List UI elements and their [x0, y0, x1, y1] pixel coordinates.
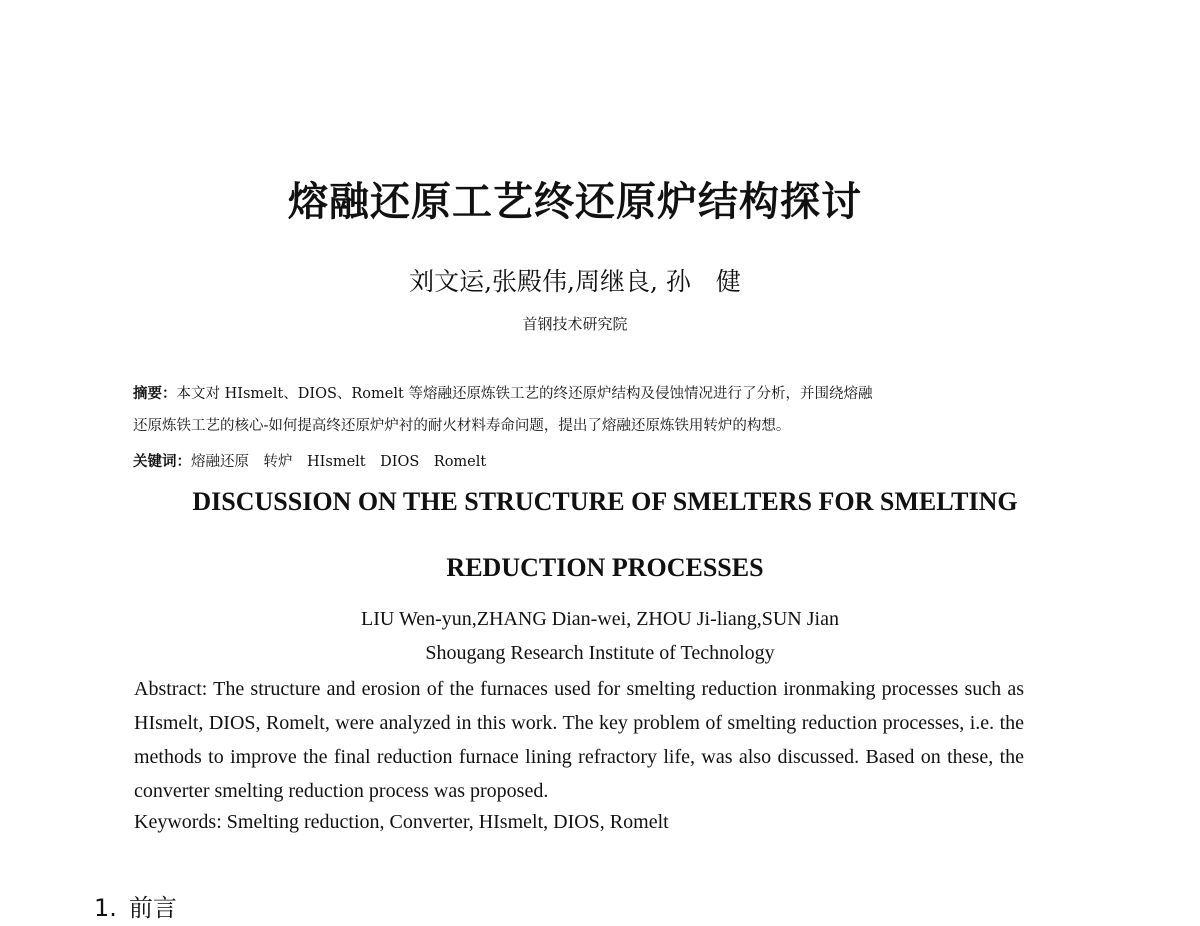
chinese-authors: 刘文运,张殿伟,周继良, 孙 健 [409, 267, 741, 296]
chinese-keywords [133, 450, 1033, 471]
chinese-keywords-text: 熔融还原 转炉 HIsmelt DIOS Romelt [191, 454, 487, 470]
english-abstract: Abstract: The structure and erosion of the furnaces used for smelting reduction ironmaking processes such as HIsmelt, DIOS, Romelt, were analyzed in this work. The key problem of smelting reduction processes, i.e. the methods to improve the final reduction furnace lining refractory life, was also discussed. Based on these, the converter smelting reduction process was proposed. [134, 678, 1024, 802]
english-title-line-1: DISCUSSION ON THE STRUCTURE OF SMELTERS FOR SMELTING [192, 487, 1018, 516]
chinese-keywords-label: 关键词： [133, 453, 191, 470]
section-number: 1. [94, 894, 117, 922]
chinese-abstract-line-2: 还原炼铁工艺的核心-如何提高终还原炉炉衬的耐火材料寿命问题，提出了熔融还原炼铁用转炉的构想。 [133, 418, 791, 434]
english-authors: LIU Wen-yun,ZHANG Dian-wei, ZHOU Ji-liang,SUN Jian [361, 608, 839, 630]
section-heading [94, 888, 177, 923]
chinese-abstract-label: 摘要： [133, 385, 177, 402]
section-title: 前言 [128, 894, 177, 922]
chinese-abstract-line-1 [133, 382, 1033, 403]
chinese-affiliation: 首钢技术研究院 [522, 315, 628, 333]
english-title-line-2: REDUCTION PROCESSES [446, 553, 764, 582]
english-affiliation: Shougang Research Institute of Technology [425, 642, 775, 664]
chinese-abstract-text-1: 本文对 HIsmelt、DIOS、Romelt 等熔融还原炼铁工艺的终还原炉结构及侵蚀情况进行了分析，并围绕熔融 [176, 386, 873, 402]
english-keywords: Keywords: Smelting reduction, Converter, HIsmelt, DIOS, Romelt [134, 811, 669, 833]
chinese-title: 熔融还原工艺终还原炉结构探讨 [288, 179, 862, 225]
